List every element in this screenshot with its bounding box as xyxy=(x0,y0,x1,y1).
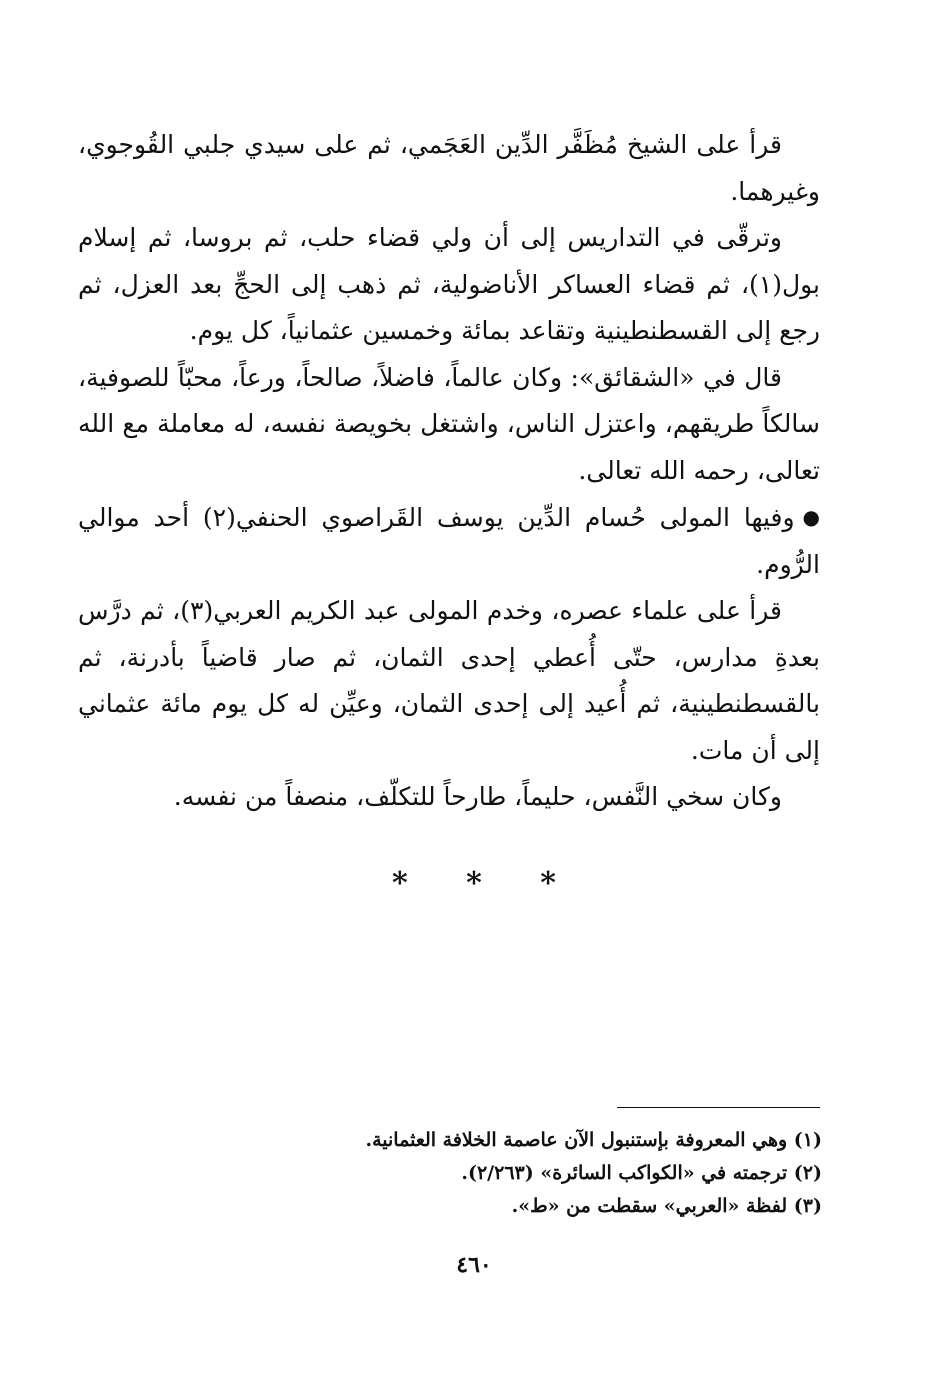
footnote-rule xyxy=(617,1107,820,1108)
paragraph-5: وكان سخي النَّفس، حليماً، طارحاً للتكلّف، منصفاً من نفسه. xyxy=(173,782,782,811)
entry-paragraph xyxy=(78,494,820,588)
entry-text: وفيها المولى حُسام الدِّين يوسف القَراصوي الحنفي(٢) أحد موالي الرُّوم. xyxy=(78,503,820,579)
footnote-2: (٢) ترجمته في «الكواكب السائرة» (٢/٢٦٣). xyxy=(461,1162,822,1184)
section-separator xyxy=(0,866,948,901)
paragraph-3: قال في «الشقائق»: وكان عالماً، فاضلاً، صالحاً، ورعاً، محبّاً للصوفية، سالكاً طريقهم، واعتزل الناس، واشتغل بخويصة نفسه، له معاملة مع الله تعالى، رحمه الله تعالى. xyxy=(78,362,820,485)
separator-star: * xyxy=(466,866,482,901)
paragraph-1: قرأ على الشيخ مُظَفَّر الدِّين العَجَمي، ثم على سيدي جلبي القُوجوي، وغيرهما. xyxy=(78,130,820,206)
footnote-1: (١) وهي المعروفة بإستنبول الآن عاصمة الخلافة العثمانية. xyxy=(365,1129,822,1151)
paragraph-4: قرأ على علماء عصره، وخدم المولى عبد الكريم العربي(٣)، ثم درَّس بعدةِ مدارس، حتّى أُعطي إحدى الثمان، ثم صار قاضياً بأدرنة، ثم بالقسطنطينية، ثم أُعيد إلى إحدى الثمان، وعيِّن له كل يوم مائة عثماني إلى أن مات. xyxy=(78,596,820,765)
page-number: ٤٦٠ xyxy=(456,1252,492,1278)
footnote-3: (٣) لفظة «العربي» سقطت من «ط». xyxy=(511,1195,822,1217)
bullet-marker: ● xyxy=(802,505,820,529)
separator-star: * xyxy=(540,866,556,901)
footnotes xyxy=(300,1124,822,1223)
main-text xyxy=(78,122,820,821)
paragraph-2: وترقّى في التداريس إلى أن ولي قضاء حلب، ثم بروسا، ثم إسلام بول(١)، ثم قضاء العساكر الأناضولية، ثم ذهب إلى الحجِّ بعد العزل، ثم رجع إلى القسطنطينية وتقاعد بمائة وخمسين عثمانياً، كل يوم. xyxy=(78,223,820,345)
separator-star: * xyxy=(391,866,408,901)
